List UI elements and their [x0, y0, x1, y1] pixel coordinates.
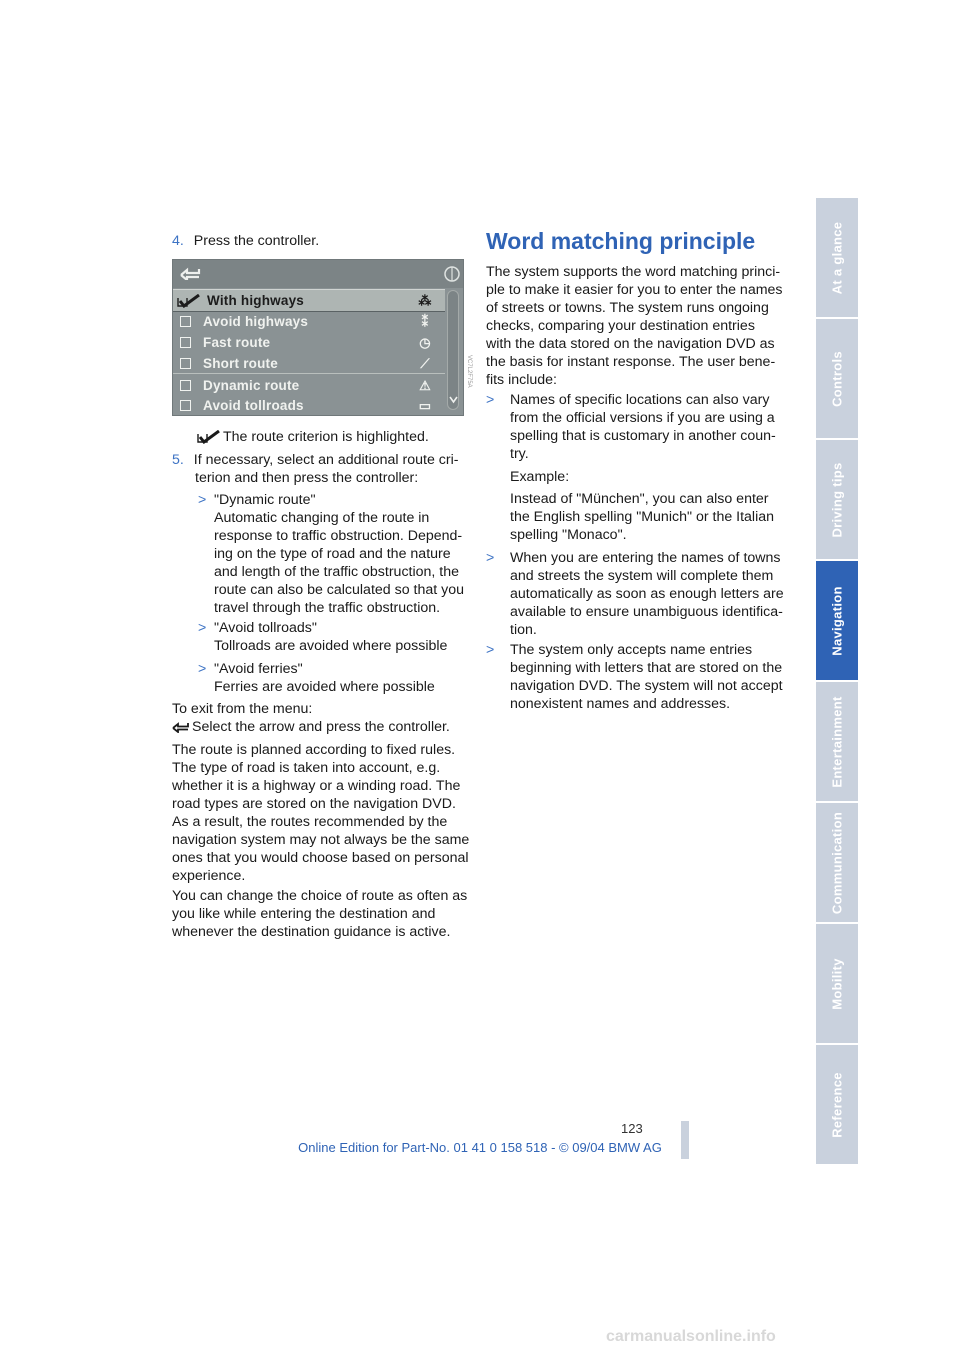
screen-header — [173, 260, 463, 288]
route-option-label: Short route — [203, 356, 278, 371]
tab-driving-tips[interactable] — [816, 440, 858, 559]
exit-label: To exit from the menu: — [172, 701, 313, 717]
paragraph-line: experience. — [172, 868, 246, 884]
bullet-title: "Dynamic route" — [214, 492, 316, 508]
menu-separator — [173, 373, 445, 374]
route-option-short-route[interactable] — [173, 353, 445, 374]
bullet-title: "Avoid ferries" — [214, 661, 303, 677]
paragraph-line: the basis for instant response. The user bene- — [486, 354, 776, 370]
tab-label: Navigation — [829, 585, 845, 656]
bullet-avoid-tollroads — [198, 619, 447, 655]
bullet-line: navigation DVD. The system will not accept — [510, 678, 783, 694]
bullet-line: available to ensure unambiguous identifica- — [510, 604, 783, 620]
bullet-line: When you are entering the names of towns — [510, 550, 781, 566]
bullet-line: nonexistent names and addresses. — [510, 696, 731, 712]
route-option-label: With highways — [207, 293, 304, 308]
ruler-icon: ⟋ — [420, 355, 430, 371]
intro-paragraph — [486, 263, 783, 389]
bullet-line: spelling that is customary in another coun- — [510, 428, 776, 444]
bullet-line: The system only accepts name entries — [510, 642, 753, 658]
step-number: 5. — [172, 452, 184, 468]
watermark: carmanualsonline.info — [606, 1328, 776, 1345]
route-option-avoid-tollroads[interactable] — [173, 395, 445, 416]
back-arrow-icon[interactable] — [179, 266, 201, 280]
bullet-marker: > — [486, 550, 495, 566]
route-option-avoid-highways[interactable] — [173, 311, 445, 332]
bullet-line: route can also be calculated so that you — [214, 582, 465, 598]
bullet-autocomplete — [486, 549, 784, 639]
route-option-label: Dynamic route — [203, 378, 300, 393]
tab-entertainment[interactable] — [816, 682, 858, 801]
bullet-names-vary — [486, 391, 776, 463]
bullet-line: response to traffic obstruction. Depend- — [214, 528, 463, 544]
route-option-fast-route[interactable] — [173, 332, 445, 353]
traffic-icon: ⚠ — [419, 377, 431, 393]
paragraph-line: The type of road is taken into account, e.g. — [172, 760, 441, 776]
paragraph-line: ones that you would choose based on personal — [172, 850, 469, 866]
example-label: Example: — [510, 469, 570, 485]
route-option-dynamic-route[interactable] — [173, 375, 445, 396]
example-text — [510, 490, 774, 544]
route-option-with-highways[interactable] — [173, 289, 445, 312]
step-text-cont: terion and then press the controller: — [195, 470, 419, 486]
step-4 — [172, 232, 319, 250]
bullet-line: and streets the system will complete them — [510, 568, 774, 584]
step-number: 4. — [172, 233, 184, 249]
bullet-line: ing on the type of road and the nature — [214, 546, 451, 562]
bullet-avoid-ferries — [198, 660, 435, 696]
clock-icon: ◷ — [419, 334, 431, 350]
tab-at-a-glance[interactable] — [816, 198, 858, 317]
tab-label: Mobility — [829, 957, 845, 1010]
bullet-line: beginning with letters that are stored on the — [510, 660, 783, 676]
bullet-marker: > — [198, 492, 207, 508]
highlight-note-text: The route criterion is highlighted. — [223, 429, 429, 445]
bullet-marker: > — [198, 620, 207, 636]
paragraph-route-rules — [172, 741, 469, 885]
paragraph-line: fits include: — [486, 372, 557, 388]
tab-communication[interactable] — [816, 803, 858, 922]
paragraph-line: The route is planned according to fixed rules. — [172, 742, 456, 758]
checkbox-icon — [180, 400, 191, 411]
bullet-line: try. — [510, 446, 529, 462]
checkbox-icon — [180, 337, 191, 348]
checkbox-icon — [180, 380, 191, 391]
tab-label: Reference — [829, 1071, 845, 1138]
step-5 — [172, 451, 459, 469]
tab-label: Entertainment — [829, 695, 845, 788]
bullet-dynamic-route — [198, 491, 464, 617]
example-line: the English spelling "Munich" or the Italian — [510, 509, 775, 525]
paragraph-line: road types are stored on the navigation DVD. — [172, 796, 456, 812]
footer-edition: Online Edition for Part-No. 01 41 0 158 518 - © 09/04 BMW AG — [298, 1140, 662, 1155]
bullet-line: Automatic changing of the route in — [214, 510, 430, 526]
tab-navigation[interactable] — [816, 561, 858, 680]
bullet-line: travel through the traffic obstruction. — [214, 600, 441, 616]
checkbox-icon — [180, 358, 191, 369]
paragraph-line: whenever the destination guidance is active. — [172, 924, 451, 940]
highlight-note — [197, 428, 429, 446]
bullet-line: from the official versions if you are using a — [510, 410, 775, 426]
tab-label: At a glance — [829, 221, 845, 294]
tab-label: Driving tips — [829, 461, 845, 538]
tab-label: Controls — [829, 350, 845, 407]
scrollbar[interactable] — [447, 290, 459, 410]
tab-controls[interactable] — [816, 319, 858, 438]
page-number: 123 — [621, 1121, 643, 1136]
bullet-line: Tollroads are avoided where possible — [214, 638, 448, 654]
paragraph-line: you like while entering the destination and — [172, 906, 436, 922]
bullet-line: automatically as soon as enough letters are — [510, 586, 784, 602]
bullet-valid-names — [486, 641, 783, 713]
paragraph-change-route — [172, 887, 467, 941]
bullet-line: Names of specific locations can also vary — [510, 392, 770, 408]
paragraph-line: The system supports the word matching princi- — [486, 264, 781, 280]
checkmark-icon — [197, 430, 221, 444]
no-highway-icon: ⁑ — [421, 313, 429, 329]
bullet-marker: > — [486, 642, 495, 658]
paragraph-line: with the data stored on the navigation DVD as — [486, 336, 775, 352]
paragraph-line: whether it is a highway or a winding road. The — [172, 778, 461, 794]
back-arrow-icon — [172, 721, 190, 733]
bullet-line: Ferries are avoided where possible — [214, 679, 435, 695]
bullet-line: tion. — [510, 622, 537, 638]
bullet-marker: > — [486, 392, 495, 408]
example-line: Instead of "München", you can also enter — [510, 491, 769, 507]
section-heading: Word matching principle — [486, 228, 756, 254]
chapter-tabs — [816, 198, 858, 1166]
paragraph-line: navigation system may not always be the same — [172, 832, 470, 848]
paragraph-line: checks, comparing your destination entries — [486, 318, 755, 334]
checked-icon — [177, 294, 201, 308]
bullet-marker: > — [198, 661, 207, 677]
paragraph-line: of streets or towns. The system runs ongoing — [486, 300, 769, 316]
paragraph-line: You can change the choice of route as often as — [172, 888, 468, 904]
paragraph-line: As a result, the routes recommended by the — [172, 814, 448, 830]
toll-icon: ▭ — [418, 397, 432, 413]
step-text: Press the controller. — [193, 233, 320, 249]
route-option-label: Fast route — [203, 335, 271, 350]
tab-label: Communication — [829, 811, 845, 914]
tab-mobility[interactable] — [816, 924, 858, 1043]
route-option-label: Avoid highways — [203, 314, 309, 329]
scroll-down-icon[interactable] — [449, 395, 458, 404]
checkbox-icon — [180, 316, 191, 327]
example-line: spelling "Monaco". — [510, 527, 627, 543]
highway-icon: ⁂ — [418, 292, 432, 308]
scroll-knob-icon — [443, 264, 461, 284]
exit-text: Select the arrow and press the controller. — [192, 719, 450, 735]
exit-instruction — [172, 718, 450, 736]
image-code: VC7L2F75A — [466, 355, 472, 388]
bullet-title: "Avoid tollroads" — [214, 620, 317, 636]
route-criteria-screen — [172, 259, 464, 416]
paragraph-line: ple to make it easier for you to enter the names — [486, 282, 783, 298]
route-option-label: Avoid tollroads — [203, 398, 304, 413]
bullet-line: and length of the traffic obstruction, the — [214, 564, 460, 580]
step-text: If necessary, select an additional route cri- — [193, 452, 459, 468]
